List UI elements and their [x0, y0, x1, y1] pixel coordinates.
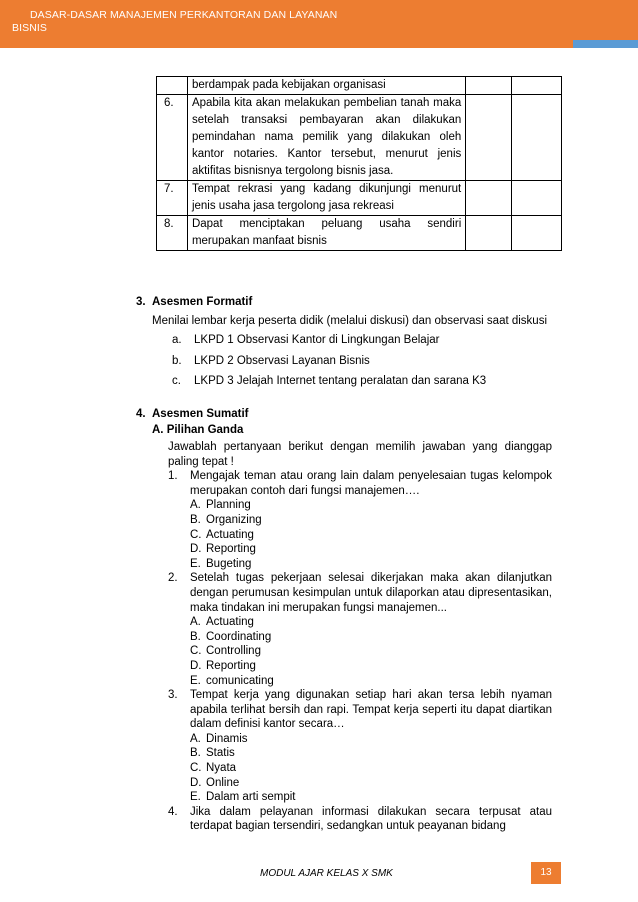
answer-cell-salah	[512, 95, 562, 181]
answer-option	[168, 746, 552, 761]
option-text: Reporting	[206, 659, 256, 672]
row-statement: Tempat rekrasi yang kadang dikunjungi menurut jenis usaha jasa tergolong jasa rekreasi	[187, 181, 465, 216]
table-row	[157, 77, 562, 95]
row-number	[157, 77, 188, 95]
question-text: Mengajak teman atau orang lain dalam penyelesaian tugas kelompok merupakan contoh dari fungsi manajemen….	[190, 470, 552, 497]
statement-table	[156, 76, 562, 251]
option-letter: E.	[190, 791, 201, 804]
answer-option	[168, 615, 552, 630]
table-row	[157, 95, 562, 181]
option-text: Actuating	[206, 528, 254, 541]
answer-option	[168, 776, 552, 791]
question-text: Jika dalam pelayanan informasi dilakukan secara terpusat atau terdapat bagian tersendiri, sedangkan untuk peayanan bidang	[190, 805, 552, 833]
option-letter: D.	[190, 543, 202, 556]
option-text: Online	[206, 776, 240, 789]
option-text: Bugeting	[206, 557, 252, 570]
option-text: Coordinating	[206, 630, 272, 643]
answer-option	[168, 557, 552, 572]
question	[168, 805, 552, 834]
footer-title: MODUL AJAR KELAS X SMK	[260, 868, 393, 879]
answer-option	[168, 674, 552, 689]
question-number: 1.	[168, 470, 178, 483]
option-text: Dinamis	[206, 732, 248, 745]
option-letter: B.	[190, 513, 201, 526]
row-number: 6.	[157, 95, 188, 181]
answer-option	[168, 659, 552, 674]
option-letter: B.	[190, 630, 201, 643]
running-header-line2: BISNIS	[12, 22, 48, 34]
lkpd-letter: a.	[172, 334, 182, 346]
running-header-line1: DASAR-DASAR MANAJEMEN PERKANTORAN DAN LAYANAN	[30, 9, 338, 21]
option-letter: C.	[190, 645, 202, 658]
question	[168, 469, 552, 498]
row-number: 8.	[157, 216, 188, 251]
question-number: 3.	[168, 689, 178, 702]
answer-option	[168, 498, 552, 513]
option-letter: C.	[190, 528, 202, 541]
option-letter: C.	[190, 762, 202, 775]
row-statement: Dapat menciptakan peluang usaha sendiri merupakan manfaat bisnis	[187, 216, 465, 251]
answer-option	[168, 513, 552, 528]
lkpd-letter: b.	[172, 355, 182, 367]
option-text: Controlling	[206, 645, 261, 658]
section-4-subtitle: A. Pilihan Ganda	[152, 424, 244, 436]
row-statement: Apabila kita akan melakukan pembelian tanah maka setelah transaksi pembayaran akan dilakukan pemindahan nama pemilik yang dilakukan oleh kantor notaries. Kantor tersebut, menurut jenis aktifitas bisnisnya tergolong bisnis jasa.	[187, 95, 465, 181]
section-3-title: Asesmen Formatif	[152, 296, 253, 308]
question	[168, 571, 552, 615]
answer-cell-salah	[512, 216, 562, 251]
option-letter: E.	[190, 557, 201, 570]
section-4-title: Asesmen Sumatif	[152, 408, 249, 420]
option-text: Nyata	[206, 762, 237, 775]
header-accent-bar	[573, 40, 638, 48]
lkpd-letter: c.	[172, 375, 181, 387]
option-letter: B.	[190, 747, 201, 760]
option-letter: A.	[190, 732, 201, 745]
instructions: Jawablah pertanyaan berikut dengan memilih jawaban yang dianggap paling tepat !	[168, 441, 552, 468]
multiple-choice-block	[168, 440, 552, 834]
option-text: Planning	[206, 499, 251, 512]
lkpd-text: LKPD 2 Observasi Layanan Bisnis	[194, 355, 370, 367]
option-letter: E.	[190, 674, 201, 687]
option-text: comunicating	[206, 674, 274, 687]
answer-option	[168, 542, 552, 557]
answer-cell-benar	[466, 181, 512, 216]
table-row	[157, 181, 562, 216]
table-row	[157, 216, 562, 251]
question-text: Tempat kerja yang digunakan setiap hari akan tersa lebih nyaman apabila terlihat bersih dan rapi. Tempat kerja seperti itu dapat diartikan dalam definisi kantor secara…	[190, 689, 552, 731]
lkpd-text: LKPD 3 Jelajah Internet tentang peralatan dan sarana K3	[194, 375, 487, 387]
page-number: 13	[531, 862, 561, 884]
answer-cell-benar	[466, 216, 512, 251]
answer-option	[168, 732, 552, 747]
answer-cell-benar	[466, 77, 512, 95]
answer-option	[168, 761, 552, 776]
option-text: Statis	[206, 747, 235, 760]
answer-cell-benar	[466, 95, 512, 181]
row-number: 7.	[157, 181, 188, 216]
option-text: Dalam arti sempit	[206, 791, 296, 804]
row-statement: berdampak pada kebijakan organisasi	[187, 77, 465, 95]
section-3-number: 3.	[136, 296, 146, 308]
option-letter: A.	[190, 616, 201, 629]
answer-cell-salah	[512, 77, 562, 95]
option-letter: D.	[190, 659, 202, 672]
question	[168, 688, 552, 732]
question-text: Setelah tugas pekerjaan selesai dikerjakan maka akan dilanjutkan dengan perumusan kesimpulan untuk dilaporkan atau dipresentasikan, maka tindakan ini merupakan fungsi manajemen...	[190, 572, 552, 614]
section-3-description: Menilai lembar kerja peserta didik (melalui diskusi) dan observasi saat diskusi	[152, 315, 548, 327]
answer-option	[168, 790, 552, 805]
answer-cell-salah	[512, 181, 562, 216]
question-number: 4.	[168, 805, 178, 818]
section-4-number: 4.	[136, 408, 146, 420]
question-number: 2.	[168, 572, 178, 585]
lkpd-text: LKPD 1 Observasi Kantor di Lingkungan Belajar	[194, 334, 440, 346]
answer-option	[168, 630, 552, 645]
option-letter: D.	[190, 776, 202, 789]
answer-option	[168, 528, 552, 543]
option-text: Actuating	[206, 616, 254, 629]
running-header	[12, 9, 572, 35]
option-text: Organizing	[206, 513, 262, 526]
option-letter: A.	[190, 499, 201, 512]
option-text: Reporting	[206, 543, 256, 556]
answer-option	[168, 644, 552, 659]
